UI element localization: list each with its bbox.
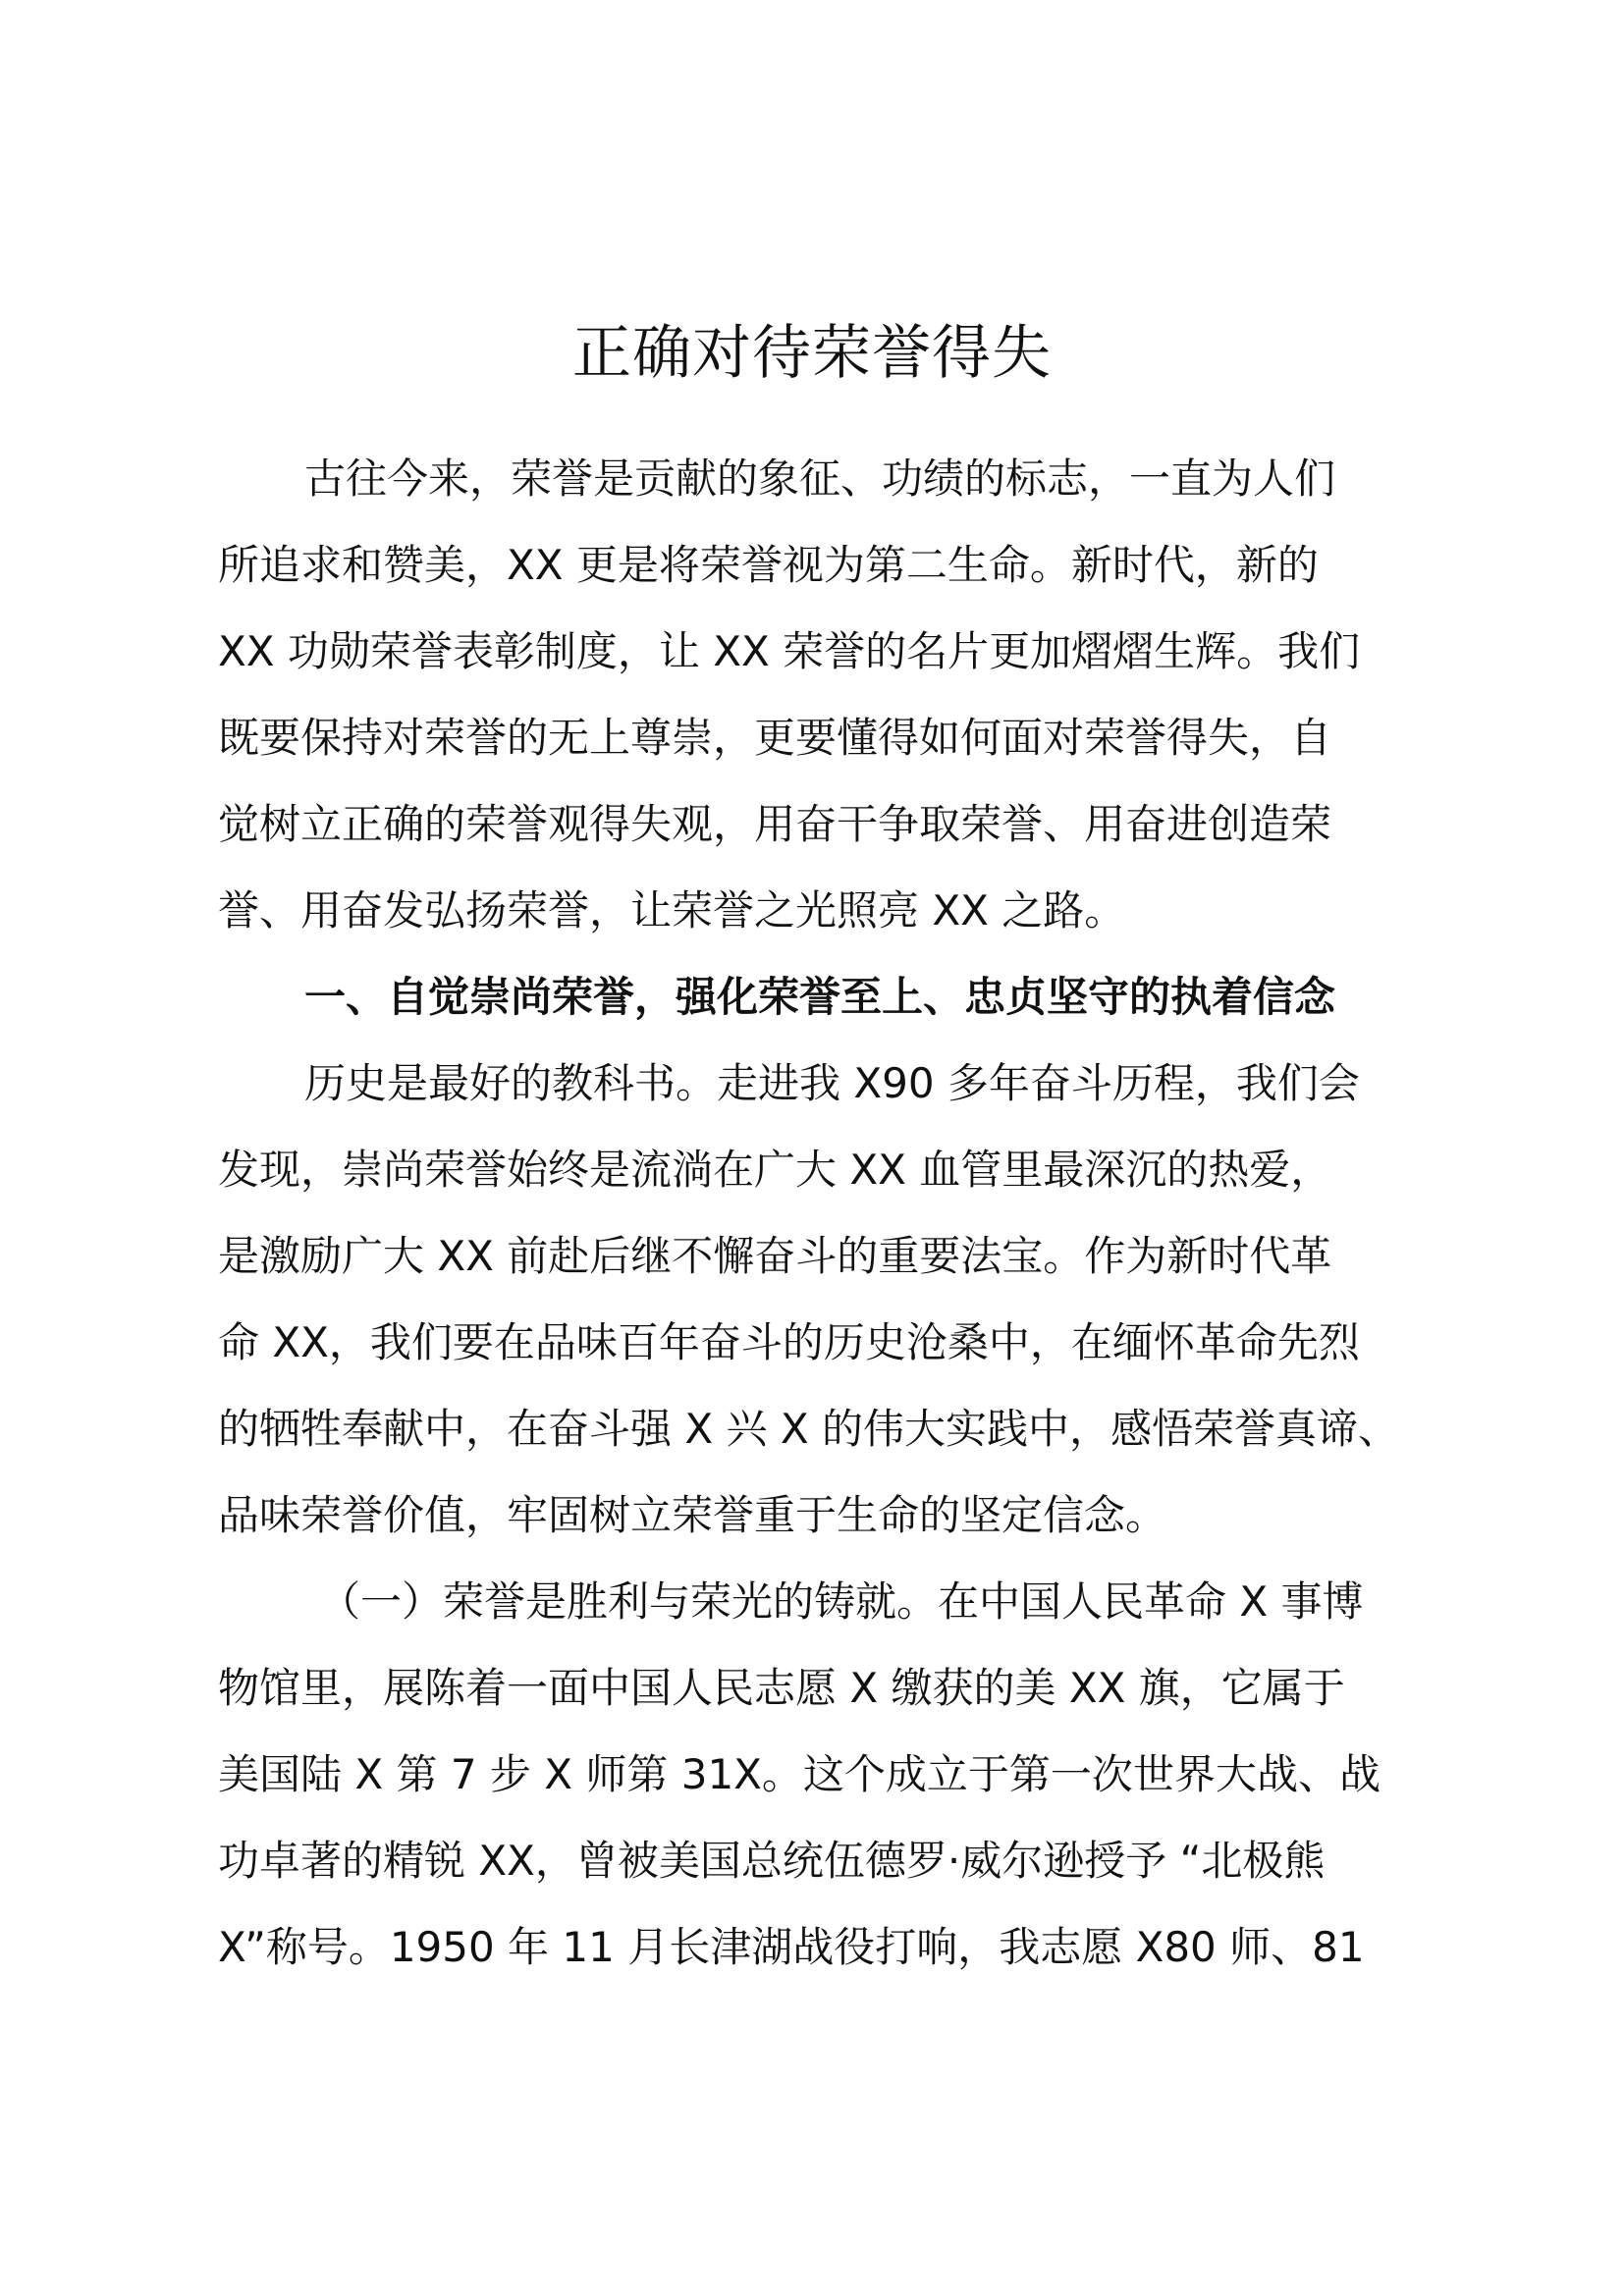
paragraph-line: 既要保持对荣誉的无上尊崇，更要懂得如何面对荣誉得失，自 <box>218 714 1332 762</box>
paragraph-line: 物馆里，展陈着一面中国人民志愿 X 缴获的美 XX 旗，它属于 <box>218 1664 1345 1712</box>
paragraph-line: 是激励广大 XX 前赴后继不懈奋斗的重要法宝。作为新时代革 <box>218 1232 1332 1280</box>
paragraph-line: 发现，崇尚荣誉始终是流淌在广大 XX 血管里最深沉的热爱， <box>218 1146 1332 1194</box>
paragraph-line: 功卓著的精锐 XX，曾被美国总统伍德罗·威尔逊授予 “北极熊 <box>218 1837 1326 1885</box>
section-heading: 一、自觉崇尚荣誉，强化荣誉至上、忠贞坚守的执着信念 <box>304 973 1336 1021</box>
paragraph-line: X”称号。1950 年 11 月长津湖战役打响，我志愿 X80 师、81 <box>218 1923 1365 1971</box>
paragraph-line: 所追求和赞美，XX 更是将荣誉视为第二生命。新时代，新的 <box>218 541 1319 589</box>
paragraph-line: 品味荣誉价值，牢固树立荣誉重于生命的坚定信念。 <box>218 1491 1167 1539</box>
paragraph-line: 觉树立正确的荣誉观得失观，用奋干争取荣誉、用奋进创造荣 <box>218 800 1332 848</box>
paragraph-line: 古往今来，荣誉是贡献的象征、功绩的标志，一直为人们 <box>304 454 1336 503</box>
paragraph-line: 美国陆 X 第 7 步 X 师第 31X。这个成立于第一次世界大战、战 <box>218 1750 1380 1798</box>
paragraph-line: XX 功勋荣誉表彰制度，让 XX 荣誉的名片更加熠熠生辉。我们 <box>218 627 1361 675</box>
paragraph-line: 命 XX，我们要在品味百年奋斗的历史沧桑中，在缅怀革命先烈 <box>218 1318 1360 1366</box>
paragraph-line: 的牺牲奉献中，在奋斗强 X 兴 X 的伟大实践中，感悟荣誉真谛、 <box>218 1405 1399 1453</box>
paragraph-line: 历史是最好的教科书。走进我 X90 多年奋斗历程，我们会 <box>304 1059 1360 1107</box>
subsection-line: （一）荣誉是胜利与荣光的铸就。在中国人民革命 X 事博 <box>319 1577 1364 1626</box>
paragraph-line: 誉、用奋发弘扬荣誉，让荣誉之光照亮 XX 之路。 <box>218 886 1126 934</box>
document-title: 正确对待荣誉得失 <box>572 319 1052 388</box>
